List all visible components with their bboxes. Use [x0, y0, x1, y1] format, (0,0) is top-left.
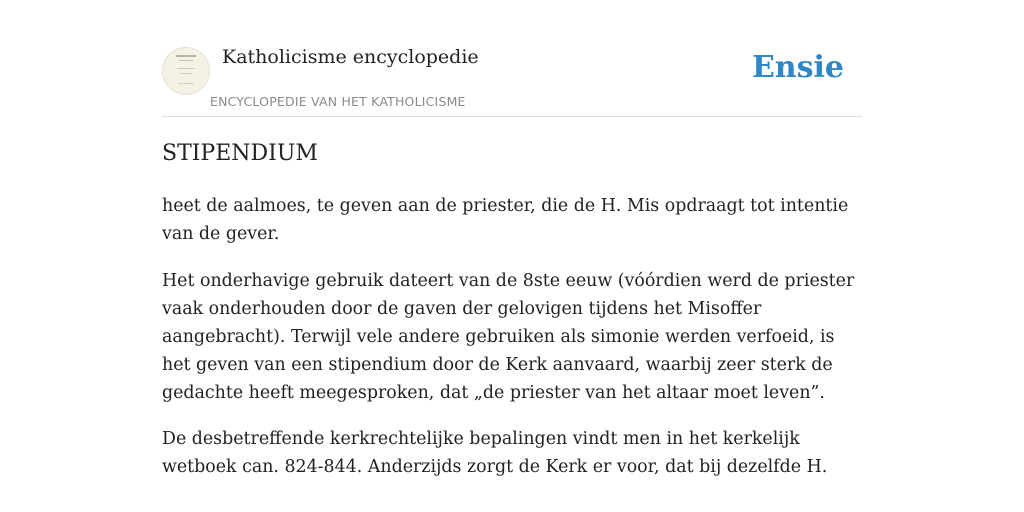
entry-paragraph: heet de aalmoes, te geven aan de priester, die de H. Mis opdraagt tot intentie van de gever. [162, 196, 849, 244]
entry-content [162, 138, 866, 500]
entry-paragraph: De desbetreffende kerkrechtelijke bepalingen vindt men in het kerkelijk wetboek can. 824-844. Anderzijds zorgt de Kerk er voor, dat bij dezelfde H. [162, 429, 828, 477]
ensie-logo-link[interactable]: Ensie [751, 50, 844, 85]
encyclopedia-title-link[interactable]: Katholicisme encyclopedie [222, 46, 479, 68]
site-header [162, 40, 862, 117]
encyclopedia-subtitle: ENCYCLOPEDIE VAN HET KATHOLICISME [210, 94, 466, 109]
paragraph-spacer [162, 407, 866, 425]
entry-title: STIPENDIUM [162, 141, 318, 166]
entry-paragraph: Het onderhavige gebruik dateert van de 8ste eeuw (vóórdien werd de priester vaak onderhouden door de gaven der gelovigen tijdens het Misoffer aangebracht). Terwijl vele andere gebruiken als simonie werden verfoeid, is het geven van een stipendium door de Kerk aanvaard, waarbij zeer sterk de gedachte heeft meegesproken, dat „de priester van het altaar moet leven”. [162, 271, 855, 403]
book-cover-icon[interactable] [162, 47, 210, 95]
